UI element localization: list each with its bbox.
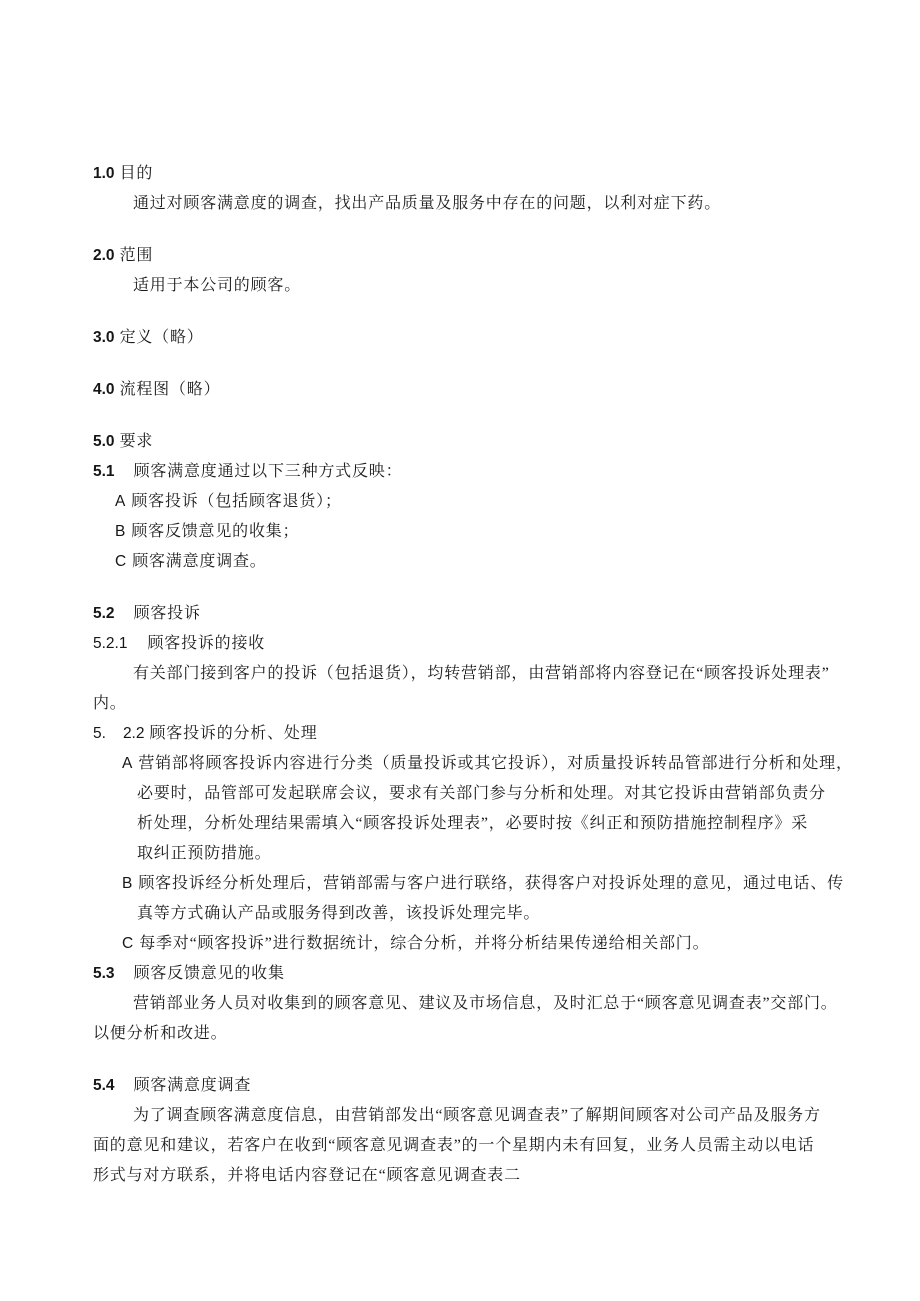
list-item-a-cont: 析处理，分析处理结果需填入“顾客投诉处理表”，必要时按《纠正和预防措施控制程序》采 xyxy=(137,815,809,832)
section-number: 3.0 xyxy=(93,329,115,346)
section-title: 目的 xyxy=(119,165,154,182)
section-number: 5.2 xyxy=(93,605,115,622)
list-item-c xyxy=(93,929,868,959)
section-number: 5.0 xyxy=(93,433,115,450)
item-text: 顾客投诉经分析处理后，营销部需与客户进行联络，获得客户对投诉处理的意见，通过电话、传 xyxy=(138,875,844,892)
item-text: 每季对“顾客投诉”进行数据统计，综合分析，并将分析结果传递给相关部门。 xyxy=(139,935,710,952)
section-title: 顾客满意度通过以下三种方式反映： xyxy=(133,463,403,480)
item-letter: A xyxy=(122,755,133,772)
item-text: 顾客反馈意见的收集； xyxy=(131,523,300,540)
list-item-b xyxy=(93,517,868,547)
section-number: 5.1 xyxy=(93,463,115,480)
list-item-a xyxy=(93,487,868,517)
section-title: 定义（略） xyxy=(119,329,204,346)
item-letter: A xyxy=(115,493,126,510)
heading-4-0 xyxy=(93,375,868,405)
list-item-c xyxy=(93,547,868,577)
heading-5-3 xyxy=(93,959,868,989)
section-title: 范围 xyxy=(119,247,154,264)
paragraph-feedback-cont: 以便分析和改进。 xyxy=(93,1025,228,1042)
paragraph-feedback: 营销部业务人员对收集到的顾客意见、建议及市场信息，及时汇总于“顾客意见调查表”交部门。 xyxy=(133,995,838,1012)
document-content xyxy=(93,159,868,1191)
list-item-a-cont: 取纠正预防措施。 xyxy=(137,845,272,862)
item-text: 顾客满意度调查。 xyxy=(132,553,267,570)
list-item-a-cont: 必要时，品管部可发起联席会议，要求有关部门参与分析和处理。对其它投诉由营销部负责分 xyxy=(137,785,826,802)
heading-3-0 xyxy=(93,323,868,353)
section-title: 顾客满意度调查 xyxy=(133,1077,252,1094)
item-letter: C xyxy=(122,935,134,952)
heading-1-0 xyxy=(93,159,868,189)
section-title: 要求 xyxy=(119,433,154,450)
section-title: 顾客投诉 xyxy=(133,605,201,622)
heading-5-0 xyxy=(93,427,868,457)
section-number: 5.4 xyxy=(93,1077,115,1094)
heading-5-2 xyxy=(93,599,868,629)
section-title: 顾客投诉的分析、处理 xyxy=(149,725,318,742)
item-letter: B xyxy=(122,875,133,892)
section-number: 5. xyxy=(93,725,106,742)
section-subnumber: 2.2 xyxy=(122,725,145,742)
section-number: 5.3 xyxy=(93,965,115,982)
section-title: 顾客反馈意见的收集 xyxy=(133,965,285,982)
section-number: 5.2.1 xyxy=(93,635,128,652)
section-number: 4.0 xyxy=(93,381,115,398)
item-letter: B xyxy=(115,523,126,540)
item-text: 顾客投诉（包括顾客退货）； xyxy=(131,493,342,510)
paragraph-complaint-receive-cont: 内。 xyxy=(93,695,127,712)
paragraph-scope: 适用于本公司的顾客。 xyxy=(133,277,302,294)
list-item-a xyxy=(93,749,868,779)
section-number: 2.0 xyxy=(93,247,115,264)
heading-5-1 xyxy=(93,457,868,487)
item-text: 营销部将顾客投诉内容进行分类（质量投诉或其它投诉），对质量投诉转品管部进行分析和处理， xyxy=(138,755,853,772)
paragraph-purpose: 通过对顾客满意度的调查，找出产品质量及服务中存在的问题，以利对症下药。 xyxy=(133,195,722,212)
list-item-b xyxy=(93,869,868,899)
heading-5-2-2 xyxy=(93,719,868,749)
section-title: 顾客投诉的接收 xyxy=(147,635,266,652)
paragraph-survey-cont: 面的意见和建议，若客户在收到“顾客意见调查表”的一个星期内未有回复，业务人员需主动以电话 xyxy=(93,1137,815,1154)
heading-5-4 xyxy=(93,1071,868,1101)
list-item-b-cont: 真等方式确认产品或服务得到改善，该投诉处理完毕。 xyxy=(137,905,541,922)
item-letter: C xyxy=(115,553,127,570)
heading-5-2-1 xyxy=(93,629,868,659)
paragraph-survey-cont: 形式与对方联系，并将电话内容登记在“顾客意见调查表二 xyxy=(93,1167,521,1184)
heading-2-0 xyxy=(93,241,868,271)
section-number: 1.0 xyxy=(93,165,115,182)
paragraph-survey: 为了调查顾客满意度信息，由营销部发出“顾客意见调查表”了解期间顾客对公司产品及服务方 xyxy=(133,1107,821,1124)
paragraph-complaint-receive: 有关部门接到客户的投诉（包括退货），均转营销部，由营销部将内容登记在“顾客投诉处理表” xyxy=(133,665,830,682)
section-title: 流程图（略） xyxy=(119,381,221,398)
